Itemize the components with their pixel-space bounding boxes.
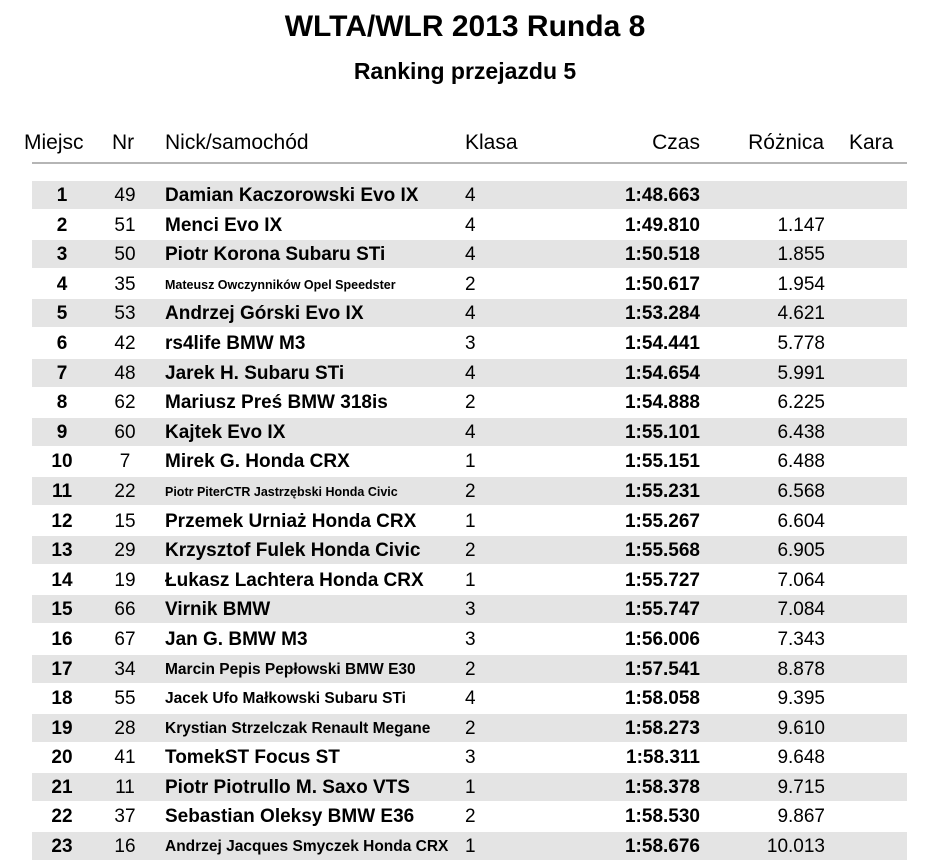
cell-position: 1 bbox=[56, 185, 68, 206]
table-row bbox=[0, 270, 930, 300]
cell-number: 55 bbox=[114, 688, 136, 710]
cell-number: 35 bbox=[114, 273, 136, 295]
cell-class: 3 bbox=[465, 332, 476, 354]
cell-class: 2 bbox=[465, 658, 476, 680]
cell-number: 42 bbox=[114, 332, 136, 354]
cell-difference: 6.568 bbox=[777, 480, 825, 502]
table-row bbox=[0, 418, 930, 448]
cell-number: 37 bbox=[114, 806, 136, 828]
table-row bbox=[0, 595, 930, 625]
cell-name-car: Sebastian Oleksy BMW E36 bbox=[165, 806, 415, 828]
cell-time: 1:55.568 bbox=[624, 540, 700, 562]
cell-difference: 6.488 bbox=[777, 451, 825, 473]
cell-position: 14 bbox=[51, 569, 73, 591]
cell-class: 2 bbox=[465, 392, 476, 414]
cell-position: 23 bbox=[51, 836, 73, 858]
cell-position: 11 bbox=[51, 480, 73, 502]
table-row bbox=[0, 625, 930, 655]
cell-difference: 9.715 bbox=[777, 776, 825, 798]
table-row bbox=[0, 566, 930, 596]
header-name-car: Nick/samochód bbox=[165, 131, 309, 154]
cell-time: 1:54.654 bbox=[624, 362, 700, 384]
cell-difference: 10.013 bbox=[766, 836, 825, 858]
cell-position: 8 bbox=[56, 392, 68, 414]
cell-time: 1:49.810 bbox=[624, 214, 700, 236]
cell-time: 1:58.058 bbox=[624, 688, 700, 710]
cell-name-car: Krystian Strzelczak Renault Megane bbox=[165, 719, 431, 737]
cell-position: 6 bbox=[56, 332, 68, 354]
cell-number: 62 bbox=[114, 392, 136, 414]
table-row bbox=[0, 536, 930, 566]
cell-name-car: Piotr Korona Subaru STi bbox=[165, 244, 386, 266]
cell-name-car: Damian Kaczorowski Evo IX bbox=[165, 185, 419, 206]
cell-difference: 5.778 bbox=[777, 332, 825, 354]
cell-name-car: Menci Evo IX bbox=[165, 214, 283, 236]
cell-difference: 9.610 bbox=[777, 717, 825, 739]
cell-class: 4 bbox=[465, 185, 476, 206]
cell-time: 1:55.151 bbox=[624, 451, 700, 473]
cell-number: 49 bbox=[114, 185, 136, 206]
table-body bbox=[0, 181, 930, 862]
cell-difference: 7.064 bbox=[777, 569, 825, 591]
table-row bbox=[0, 240, 930, 270]
cell-class: 1 bbox=[465, 836, 476, 858]
cell-time: 1:58.676 bbox=[624, 836, 700, 858]
table-row bbox=[0, 802, 930, 832]
cell-class: 2 bbox=[465, 273, 476, 295]
cell-name-car: Jacek Ufo Małkowski Subaru STi bbox=[165, 690, 406, 708]
cell-position: 12 bbox=[51, 510, 73, 532]
cell-class: 2 bbox=[465, 480, 476, 502]
cell-time: 1:55.747 bbox=[624, 599, 700, 621]
cell-number: 11 bbox=[115, 776, 135, 798]
cell-number: 19 bbox=[114, 569, 136, 591]
cell-class: 1 bbox=[465, 776, 476, 798]
cell-position: 21 bbox=[51, 776, 73, 798]
header-class: Klasa bbox=[465, 131, 518, 154]
cell-position: 2 bbox=[56, 214, 68, 236]
table-header bbox=[0, 131, 930, 161]
cell-difference: 1.147 bbox=[777, 214, 825, 236]
cell-number: 22 bbox=[114, 480, 136, 502]
cell-position: 5 bbox=[56, 303, 68, 325]
cell-position: 3 bbox=[56, 244, 68, 266]
cell-position: 10 bbox=[51, 451, 73, 473]
header-time: Czas bbox=[652, 131, 700, 154]
cell-time: 1:50.518 bbox=[624, 244, 700, 266]
cell-time: 1:55.101 bbox=[624, 421, 700, 443]
cell-class: 2 bbox=[465, 806, 476, 828]
cell-difference: 1.855 bbox=[777, 244, 825, 266]
cell-time: 1:58.530 bbox=[624, 806, 700, 828]
table-row bbox=[0, 388, 930, 418]
cell-time: 1:56.006 bbox=[624, 628, 700, 650]
cell-number: 53 bbox=[114, 303, 136, 325]
cell-difference: 6.905 bbox=[777, 540, 825, 562]
table-row bbox=[0, 773, 930, 803]
cell-number: 34 bbox=[114, 658, 136, 680]
cell-position: 9 bbox=[56, 421, 68, 443]
cell-name-car: Andrzej Jacques Smyczek Honda CRX bbox=[165, 838, 449, 856]
table-row bbox=[0, 299, 930, 329]
cell-name-car: rs4life BMW M3 bbox=[165, 332, 306, 354]
cell-difference: 8.878 bbox=[777, 658, 825, 680]
cell-time: 1:54.888 bbox=[624, 392, 700, 414]
cell-number: 28 bbox=[114, 717, 136, 739]
cell-position: 15 bbox=[51, 599, 73, 621]
cell-time: 1:57.541 bbox=[624, 658, 700, 680]
cell-time: 1:48.663 bbox=[624, 185, 700, 206]
cell-class: 4 bbox=[465, 214, 476, 236]
cell-time: 1:54.441 bbox=[624, 332, 700, 354]
cell-difference: 4.621 bbox=[777, 303, 825, 325]
cell-position: 22 bbox=[51, 806, 73, 828]
table-row bbox=[0, 507, 930, 537]
cell-time: 1:55.231 bbox=[624, 480, 700, 502]
table-row bbox=[0, 832, 930, 862]
cell-number: 48 bbox=[114, 362, 136, 384]
cell-position: 17 bbox=[51, 658, 73, 680]
cell-difference: 5.991 bbox=[777, 362, 825, 384]
cell-number: 7 bbox=[119, 451, 131, 473]
cell-name-car: Jarek H. Subaru STi bbox=[165, 362, 345, 384]
cell-difference: 6.604 bbox=[777, 510, 825, 532]
table-row bbox=[0, 359, 930, 389]
page-subtitle: Ranking przejazdu 5 bbox=[353, 58, 577, 84]
cell-number: 60 bbox=[114, 421, 136, 443]
table-row bbox=[0, 477, 930, 507]
cell-difference: 9.395 bbox=[777, 688, 825, 710]
cell-class: 1 bbox=[465, 569, 476, 591]
cell-name-car: Krzysztof Fulek Honda Civic bbox=[165, 540, 421, 562]
cell-difference: 6.225 bbox=[777, 392, 825, 414]
cell-time: 1:55.267 bbox=[624, 510, 700, 532]
cell-name-car: Mateusz Owczynników Opel Speedster bbox=[165, 277, 396, 292]
cell-name-car: Marcin Pepis Pepłowski BMW E30 bbox=[165, 660, 416, 678]
cell-name-car: Przemek Urniaż Honda CRX bbox=[165, 510, 417, 532]
cell-position: 20 bbox=[51, 747, 73, 769]
cell-position: 18 bbox=[51, 688, 73, 710]
table-row bbox=[0, 684, 930, 714]
cell-time: 1:58.273 bbox=[624, 717, 700, 739]
header-number: Nr bbox=[112, 131, 135, 154]
cell-number: 66 bbox=[114, 599, 136, 621]
cell-number: 15 bbox=[114, 510, 136, 532]
cell-position: 19 bbox=[51, 717, 73, 739]
cell-name-car: TomekST Focus ST bbox=[165, 747, 340, 769]
cell-difference: 7.343 bbox=[777, 628, 825, 650]
cell-difference: 9.648 bbox=[777, 747, 825, 769]
header-divider bbox=[32, 162, 907, 164]
cell-name-car: Virnik BMW bbox=[165, 599, 271, 621]
cell-name-car: Łukasz Lachtera Honda CRX bbox=[165, 569, 424, 591]
cell-class: 1 bbox=[465, 510, 476, 532]
cell-number: 16 bbox=[114, 836, 136, 858]
cell-difference: 9.867 bbox=[777, 806, 825, 828]
table-row bbox=[0, 655, 930, 685]
cell-class: 4 bbox=[465, 303, 476, 325]
cell-name-car: Kajtek Evo IX bbox=[165, 421, 286, 443]
cell-number: 67 bbox=[114, 628, 136, 650]
page-title: WLTA/WLR 2013 Runda 8 bbox=[284, 10, 646, 43]
cell-name-car: Mirek G. Honda CRX bbox=[165, 451, 350, 473]
cell-class: 1 bbox=[465, 451, 476, 473]
cell-position: 7 bbox=[56, 362, 68, 384]
table-row bbox=[0, 447, 930, 477]
cell-number: 41 bbox=[114, 747, 136, 769]
cell-name-car: Jan G. BMW M3 bbox=[165, 628, 308, 650]
cell-position: 4 bbox=[56, 273, 68, 295]
cell-name-car: Mariusz Preś BMW 318is bbox=[165, 392, 388, 414]
cell-difference: 1.954 bbox=[777, 273, 825, 295]
cell-time: 1:55.727 bbox=[624, 569, 700, 591]
header-position: Miejsc bbox=[24, 131, 84, 154]
header-difference: Różnica bbox=[748, 131, 824, 154]
cell-class: 3 bbox=[465, 628, 476, 650]
cell-name-car: Piotr Piotrullo M. Saxo VTS bbox=[165, 776, 410, 798]
table-row bbox=[0, 743, 930, 773]
cell-time: 1:58.378 bbox=[624, 776, 700, 798]
cell-class: 4 bbox=[465, 421, 476, 443]
header-penalty: Kara bbox=[849, 131, 894, 154]
cell-difference: 6.438 bbox=[777, 421, 825, 443]
cell-number: 29 bbox=[114, 540, 136, 562]
table-row bbox=[0, 211, 930, 241]
cell-class: 3 bbox=[465, 747, 476, 769]
cell-position: 16 bbox=[51, 628, 73, 650]
cell-time: 1:53.284 bbox=[624, 303, 700, 325]
cell-class: 4 bbox=[465, 688, 476, 710]
cell-time: 1:58.311 bbox=[626, 747, 700, 769]
cell-name-car: Piotr PiterCTR Jastrzębski Honda Civic bbox=[165, 484, 398, 499]
table-row bbox=[0, 329, 930, 359]
table-row bbox=[0, 714, 930, 744]
cell-class: 4 bbox=[465, 362, 476, 384]
cell-number: 50 bbox=[114, 244, 136, 266]
cell-class: 2 bbox=[465, 717, 476, 739]
cell-name-car: Andrzej Górski Evo IX bbox=[165, 303, 364, 325]
cell-number: 51 bbox=[114, 214, 136, 236]
cell-position: 13 bbox=[51, 540, 73, 562]
cell-difference: 7.084 bbox=[777, 599, 825, 621]
cell-time: 1:50.617 bbox=[624, 273, 700, 295]
cell-class: 4 bbox=[465, 244, 476, 266]
table-row bbox=[0, 181, 930, 211]
cell-class: 3 bbox=[465, 599, 476, 621]
cell-class: 2 bbox=[465, 540, 476, 562]
